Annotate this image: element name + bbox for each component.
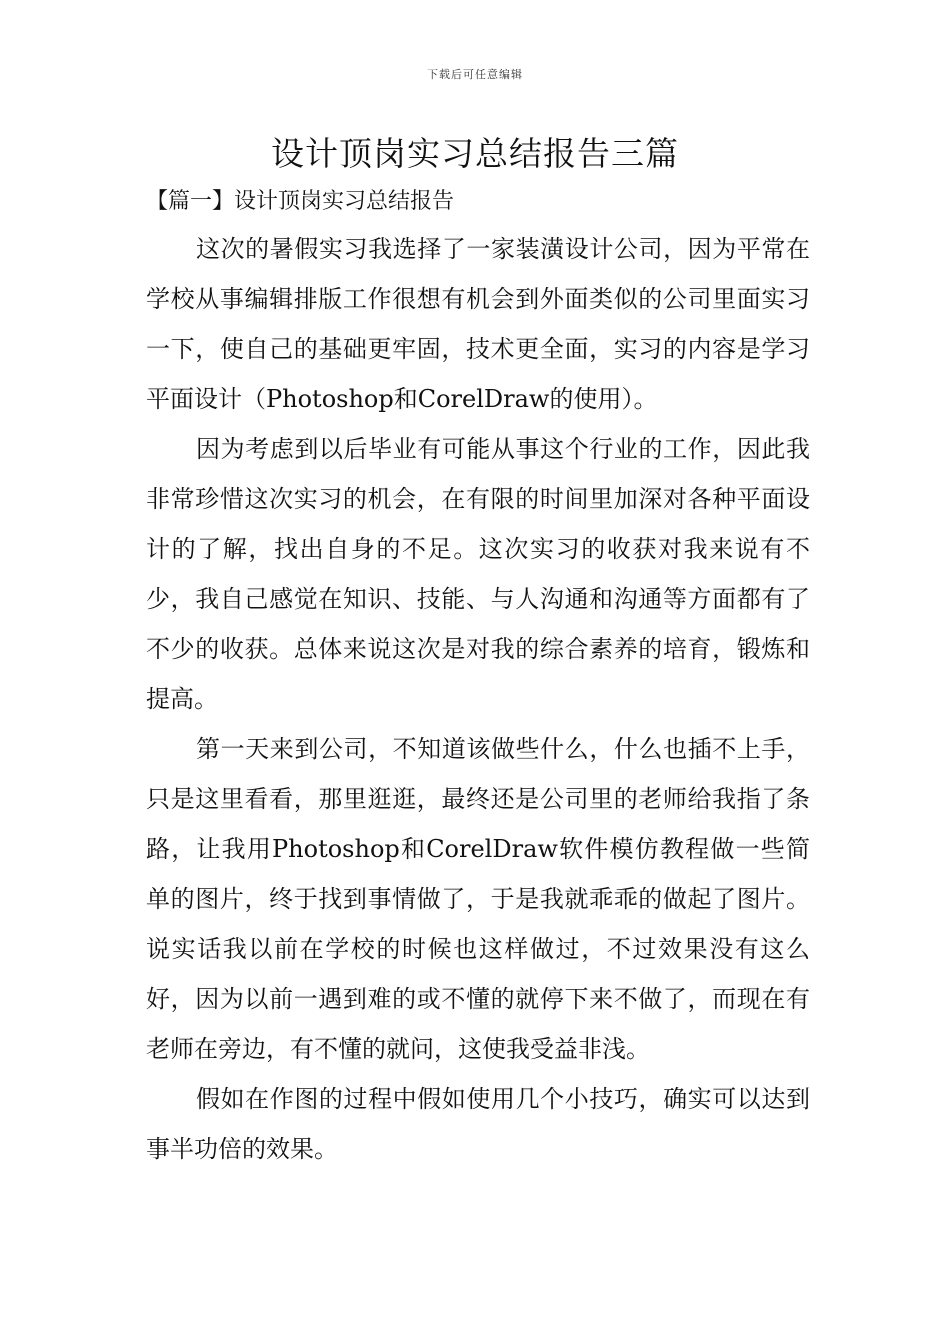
- header-note: 下载后可任意编辑: [427, 68, 523, 81]
- section-heading: 【篇一】设计顶岗实习总结报告: [146, 189, 455, 214]
- paragraph-2: 因为考虑到以后毕业有可能从事这个行业的工作，因此我非常珍惜这次实习的机会，在有限的时间里加深对各种平面设计的了解，找出自身的不足。这次实习的收获对我来说有不少，我自己感觉在知识、技能、与人沟通和沟通等方面都有了不少的收获。总体来说这次是对我的综合素养的培育，锻炼和提高。: [146, 435, 810, 713]
- paragraph-4: 假如在作图的过程中假如使用几个小技巧，确实可以达到事半功倍的效果。: [146, 1085, 810, 1163]
- paragraph-3: 第一天来到公司，不知道该做些什么，什么也插不上手，只是这里看看，那里逛逛，最终还是公司里的老师给我指了条路，让我用Photoshop和CorelDraw软件模仿教程做一些简单的图片，终于找到事情做了，于是我就乖乖的做起了图片。说实话我以前在学校的时候也这样做过，不过效果没有这么好，因为以前一遇到难的或不懂的就停下来不做了，而现在有老师在旁边，有不懂的就问，这使我受益非浅。: [146, 735, 810, 1063]
- paragraph-1: 这次的暑假实习我选择了一家装潢设计公司，因为平常在学校从事编辑排版工作很想有机会到外面类似的公司里面实习一下，使自己的基础更牢固，技术更全面，实习的内容是学习平面设计（Photoshop和CorelDraw的使用）。: [146, 235, 810, 413]
- body-text: [146, 224, 810, 1174]
- document-title: 设计顶岗实习总结报告三篇: [271, 134, 679, 173]
